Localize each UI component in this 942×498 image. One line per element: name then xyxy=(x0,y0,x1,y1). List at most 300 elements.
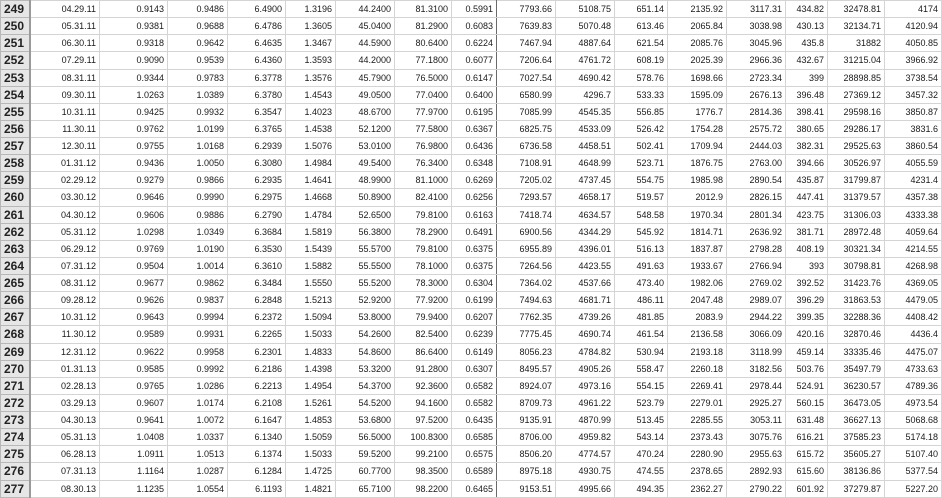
cell[interactable]: 4545.35 xyxy=(556,103,615,120)
cell[interactable]: 1.3196 xyxy=(286,1,336,18)
cell[interactable]: 6.2935 xyxy=(228,172,286,189)
cell[interactable]: 2801.34 xyxy=(727,206,786,223)
cell[interactable]: 0.9090 xyxy=(100,52,168,69)
cell[interactable]: 6.4900 xyxy=(228,1,286,18)
cell[interactable]: 4739.26 xyxy=(556,309,615,326)
cell[interactable]: 1.0014 xyxy=(168,257,228,274)
cell[interactable]: 1982.06 xyxy=(668,275,727,292)
cell[interactable]: 4789.36 xyxy=(885,377,942,394)
cell[interactable]: 3860.54 xyxy=(885,138,942,155)
cell[interactable]: 6.1340 xyxy=(228,429,286,446)
cell[interactable]: 4930.75 xyxy=(556,463,615,480)
cell[interactable]: 382.31 xyxy=(786,138,828,155)
cell[interactable]: 78.2900 xyxy=(395,223,452,240)
cell[interactable]: 1.5033 xyxy=(286,326,336,343)
cell[interactable]: 1.4725 xyxy=(286,463,336,480)
cell[interactable]: 1.5094 xyxy=(286,309,336,326)
cell[interactable]: 1698.66 xyxy=(668,69,727,86)
cell[interactable]: 48.6700 xyxy=(336,103,395,120)
cell[interactable]: 0.9279 xyxy=(100,172,168,189)
cell[interactable]: 2892.93 xyxy=(727,463,786,480)
cell[interactable]: 36473.05 xyxy=(828,394,885,411)
cell[interactable]: 2944.22 xyxy=(727,309,786,326)
cell[interactable]: 4995.66 xyxy=(556,480,615,497)
cell[interactable]: 533.33 xyxy=(615,86,668,103)
cell[interactable]: 615.72 xyxy=(786,446,828,463)
cell[interactable]: 04.30.12 xyxy=(30,206,100,223)
cell[interactable]: 79.9400 xyxy=(395,309,452,326)
cell[interactable]: 6736.58 xyxy=(497,138,556,155)
cell[interactable]: 1.5550 xyxy=(286,275,336,292)
cell[interactable]: 31423.76 xyxy=(828,275,885,292)
cell[interactable]: 0.6375 xyxy=(452,257,497,274)
cell[interactable]: 6.1647 xyxy=(228,412,286,429)
cell[interactable]: 8975.18 xyxy=(497,463,556,480)
cell[interactable]: 09.28.12 xyxy=(30,292,100,309)
cell[interactable]: 1.5033 xyxy=(286,446,336,463)
cell[interactable]: 608.19 xyxy=(615,52,668,69)
cell[interactable]: 55.5700 xyxy=(336,240,395,257)
cell[interactable]: 6.1374 xyxy=(228,446,286,463)
cell[interactable]: 4059.64 xyxy=(885,223,942,240)
cell[interactable]: 05.31.11 xyxy=(30,18,100,35)
cell[interactable]: 1.3593 xyxy=(286,52,336,69)
cell[interactable]: 0.6348 xyxy=(452,155,497,172)
cell[interactable]: 1.4023 xyxy=(286,103,336,120)
cell[interactable]: 0.6307 xyxy=(452,360,497,377)
cell[interactable]: 5107.40 xyxy=(885,446,942,463)
cell[interactable]: 502.41 xyxy=(615,138,668,155)
cell[interactable]: 0.9762 xyxy=(100,120,168,137)
cell[interactable]: 0.9783 xyxy=(168,69,228,86)
cell[interactable]: 0.5991 xyxy=(452,1,497,18)
cell[interactable]: 29598.16 xyxy=(828,103,885,120)
cell[interactable]: 420.16 xyxy=(786,326,828,343)
cell[interactable]: 6825.75 xyxy=(497,120,556,137)
cell[interactable]: 0.9589 xyxy=(100,326,168,343)
cell[interactable]: 2136.58 xyxy=(668,326,727,343)
cell[interactable]: 513.45 xyxy=(615,412,668,429)
cell[interactable]: 613.46 xyxy=(615,18,668,35)
cell[interactable]: 2280.90 xyxy=(668,446,727,463)
cell[interactable]: 30526.97 xyxy=(828,155,885,172)
cell[interactable]: 481.85 xyxy=(615,309,668,326)
cell[interactable]: 6.2975 xyxy=(228,189,286,206)
cell[interactable]: 2826.15 xyxy=(727,189,786,206)
cell[interactable]: 37585.23 xyxy=(828,429,885,446)
cell[interactable]: 54.5200 xyxy=(336,394,395,411)
cell[interactable]: 0.6149 xyxy=(452,343,497,360)
cell[interactable]: 8495.57 xyxy=(497,360,556,377)
cell[interactable]: 2636.92 xyxy=(727,223,786,240)
cell[interactable]: 543.14 xyxy=(615,429,668,446)
cell[interactable]: 1814.71 xyxy=(668,223,727,240)
cell[interactable]: 5174.18 xyxy=(885,429,942,446)
cell[interactable]: 5108.75 xyxy=(556,1,615,18)
cell[interactable]: 0.9765 xyxy=(100,377,168,394)
row-header[interactable]: 277 xyxy=(1,480,30,497)
cell[interactable]: 0.6436 xyxy=(452,138,497,155)
cell[interactable]: 49.5400 xyxy=(336,155,395,172)
cell[interactable]: 381.71 xyxy=(786,223,828,240)
cell[interactable]: 6.4635 xyxy=(228,35,286,52)
row-header[interactable]: 253 xyxy=(1,69,30,86)
row-header[interactable]: 273 xyxy=(1,412,30,429)
cell[interactable]: 1.5261 xyxy=(286,394,336,411)
cell[interactable]: 9135.91 xyxy=(497,412,556,429)
cell[interactable]: 81.2900 xyxy=(395,18,452,35)
cell[interactable]: 4634.57 xyxy=(556,206,615,223)
cell[interactable]: 50.8900 xyxy=(336,189,395,206)
cell[interactable]: 393 xyxy=(786,257,828,274)
cell[interactable]: 8924.07 xyxy=(497,377,556,394)
cell[interactable]: 1.0168 xyxy=(168,138,228,155)
cell[interactable]: 3066.09 xyxy=(727,326,786,343)
cell[interactable]: 55.5200 xyxy=(336,275,395,292)
cell[interactable]: 2676.13 xyxy=(727,86,786,103)
cell[interactable]: 1776.7 xyxy=(668,103,727,120)
cell[interactable]: 1.0072 xyxy=(168,412,228,429)
cell[interactable]: 0.9642 xyxy=(168,35,228,52)
cell[interactable]: 0.9958 xyxy=(168,343,228,360)
cell[interactable]: 45.7900 xyxy=(336,69,395,86)
cell[interactable]: 398.41 xyxy=(786,103,828,120)
cell[interactable]: 91.2800 xyxy=(395,360,452,377)
cell[interactable]: 01.31.13 xyxy=(30,360,100,377)
cell[interactable]: 1.4954 xyxy=(286,377,336,394)
cell[interactable]: 6.2301 xyxy=(228,343,286,360)
cell[interactable]: 1.0554 xyxy=(168,480,228,497)
row-header[interactable]: 268 xyxy=(1,326,30,343)
cell[interactable]: 0.9688 xyxy=(168,18,228,35)
cell[interactable]: 1933.67 xyxy=(668,257,727,274)
cell[interactable]: 0.6199 xyxy=(452,292,497,309)
cell[interactable]: 7108.91 xyxy=(497,155,556,172)
cell[interactable]: 7467.94 xyxy=(497,35,556,52)
cell[interactable]: 1.5819 xyxy=(286,223,336,240)
cell[interactable]: 0.6585 xyxy=(452,429,497,446)
cell[interactable]: 05.31.13 xyxy=(30,429,100,446)
cell[interactable]: 1.4668 xyxy=(286,189,336,206)
cell[interactable]: 1.0199 xyxy=(168,120,228,137)
cell[interactable]: 0.6435 xyxy=(452,412,497,429)
cell[interactable]: 4369.05 xyxy=(885,275,942,292)
row-header[interactable]: 250 xyxy=(1,18,30,35)
cell[interactable]: 6.3780 xyxy=(228,86,286,103)
cell[interactable]: 11.30.12 xyxy=(30,326,100,343)
cell[interactable]: 06.29.12 xyxy=(30,240,100,257)
cell[interactable]: 408.19 xyxy=(786,240,828,257)
cell[interactable]: 0.9486 xyxy=(168,1,228,18)
cell[interactable]: 7793.66 xyxy=(497,1,556,18)
cell[interactable]: 32134.71 xyxy=(828,18,885,35)
cell[interactable]: 1.0286 xyxy=(168,377,228,394)
cell[interactable]: 1.4538 xyxy=(286,120,336,137)
cell[interactable]: 0.9622 xyxy=(100,343,168,360)
row-header[interactable]: 259 xyxy=(1,172,30,189)
cell[interactable]: 77.9700 xyxy=(395,103,452,120)
cell[interactable]: 516.13 xyxy=(615,240,668,257)
cell[interactable]: 1.3467 xyxy=(286,35,336,52)
cell[interactable]: 503.76 xyxy=(786,360,828,377)
cell[interactable]: 1.5059 xyxy=(286,429,336,446)
cell[interactable]: 1.1235 xyxy=(100,480,168,497)
cell[interactable]: 0.9862 xyxy=(168,275,228,292)
cell[interactable]: 2285.55 xyxy=(668,412,727,429)
cell[interactable]: 2444.03 xyxy=(727,138,786,155)
cell[interactable]: 560.15 xyxy=(786,394,828,411)
cell[interactable]: 0.6077 xyxy=(452,52,497,69)
cell[interactable]: 100.8300 xyxy=(395,429,452,446)
cell[interactable]: 4648.99 xyxy=(556,155,615,172)
cell[interactable]: 4333.38 xyxy=(885,206,942,223)
cell[interactable]: 99.2100 xyxy=(395,446,452,463)
cell[interactable]: 554.15 xyxy=(615,377,668,394)
cell[interactable]: 524.91 xyxy=(786,377,828,394)
cell[interactable]: 52.9200 xyxy=(336,292,395,309)
cell[interactable]: 11.30.11 xyxy=(30,120,100,137)
cell[interactable]: 1.0513 xyxy=(168,446,228,463)
row-header[interactable]: 265 xyxy=(1,275,30,292)
cell[interactable]: 548.58 xyxy=(615,206,668,223)
cell[interactable]: 7206.64 xyxy=(497,52,556,69)
cell[interactable]: 56.5000 xyxy=(336,429,395,446)
cell[interactable]: 33335.46 xyxy=(828,343,885,360)
cell[interactable]: 49.0500 xyxy=(336,86,395,103)
cell[interactable]: 1.5076 xyxy=(286,138,336,155)
cell[interactable]: 7494.63 xyxy=(497,292,556,309)
cell[interactable]: 0.9585 xyxy=(100,360,168,377)
row-header[interactable]: 271 xyxy=(1,377,30,394)
cell[interactable]: 4961.22 xyxy=(556,394,615,411)
cell[interactable]: 0.6163 xyxy=(452,206,497,223)
cell[interactable]: 1837.87 xyxy=(668,240,727,257)
cell[interactable]: 4344.29 xyxy=(556,223,615,240)
cell[interactable]: 4231.4 xyxy=(885,172,942,189)
cell[interactable]: 3117.31 xyxy=(727,1,786,18)
cell[interactable]: 0.6304 xyxy=(452,275,497,292)
cell[interactable]: 651.14 xyxy=(615,1,668,18)
cell[interactable]: 6.2939 xyxy=(228,138,286,155)
cell[interactable]: 2955.63 xyxy=(727,446,786,463)
cell[interactable]: 0.6375 xyxy=(452,240,497,257)
cell[interactable]: 04.30.13 xyxy=(30,412,100,429)
cell[interactable]: 380.65 xyxy=(786,120,828,137)
cell[interactable]: 0.6256 xyxy=(452,189,497,206)
cell[interactable]: 1754.28 xyxy=(668,120,727,137)
cell[interactable]: 77.5800 xyxy=(395,120,452,137)
cell[interactable]: 2978.44 xyxy=(727,377,786,394)
cell[interactable]: 29525.63 xyxy=(828,138,885,155)
cell[interactable]: 32478.81 xyxy=(828,1,885,18)
cell[interactable]: 392.52 xyxy=(786,275,828,292)
cell[interactable]: 12.30.11 xyxy=(30,138,100,155)
cell[interactable]: 1.0190 xyxy=(168,240,228,257)
cell[interactable]: 523.71 xyxy=(615,155,668,172)
cell[interactable]: 2279.01 xyxy=(668,394,727,411)
cell[interactable]: 12.31.12 xyxy=(30,343,100,360)
cell[interactable]: 06.28.13 xyxy=(30,446,100,463)
cell[interactable]: 1.1164 xyxy=(100,463,168,480)
cell[interactable]: 02.29.12 xyxy=(30,172,100,189)
row-header[interactable]: 249 xyxy=(1,1,30,18)
cell[interactable]: 77.9200 xyxy=(395,292,452,309)
cell[interactable]: 1595.09 xyxy=(668,86,727,103)
cell[interactable]: 1985.98 xyxy=(668,172,727,189)
cell[interactable]: 0.6239 xyxy=(452,326,497,343)
cell[interactable]: 6.4786 xyxy=(228,18,286,35)
cell[interactable]: 53.0100 xyxy=(336,138,395,155)
cell[interactable]: 545.92 xyxy=(615,223,668,240)
cell[interactable]: 0.9626 xyxy=(100,292,168,309)
cell[interactable]: 530.94 xyxy=(615,343,668,360)
cell[interactable]: 6.3080 xyxy=(228,155,286,172)
cell[interactable]: 5377.54 xyxy=(885,463,942,480)
cell[interactable]: 0.6465 xyxy=(452,480,497,497)
cell[interactable]: 4690.74 xyxy=(556,326,615,343)
cell[interactable]: 55.5500 xyxy=(336,257,395,274)
cell[interactable]: 4959.82 xyxy=(556,429,615,446)
cell[interactable]: 4905.26 xyxy=(556,360,615,377)
cell[interactable]: 3075.76 xyxy=(727,429,786,446)
cell[interactable]: 0.9990 xyxy=(168,189,228,206)
cell[interactable]: 0.9606 xyxy=(100,206,168,223)
cell[interactable]: 1.4821 xyxy=(286,480,336,497)
cell[interactable]: 31863.53 xyxy=(828,292,885,309)
cell[interactable]: 396.48 xyxy=(786,86,828,103)
cell[interactable]: 0.9646 xyxy=(100,189,168,206)
cell[interactable]: 0.6083 xyxy=(452,18,497,35)
cell[interactable]: 02.28.13 xyxy=(30,377,100,394)
row-header[interactable]: 252 xyxy=(1,52,30,69)
cell[interactable]: 9153.51 xyxy=(497,480,556,497)
row-header[interactable]: 269 xyxy=(1,343,30,360)
cell[interactable]: 1.3605 xyxy=(286,18,336,35)
cell[interactable]: 97.5200 xyxy=(395,412,452,429)
cell[interactable]: 4475.07 xyxy=(885,343,942,360)
cell[interactable]: 1.0337 xyxy=(168,429,228,446)
cell[interactable]: 8506.20 xyxy=(497,446,556,463)
cell[interactable]: 6.1193 xyxy=(228,480,286,497)
cell[interactable]: 0.6582 xyxy=(452,394,497,411)
cell[interactable]: 36230.57 xyxy=(828,377,885,394)
cell[interactable]: 54.2600 xyxy=(336,326,395,343)
cell[interactable]: 04.29.11 xyxy=(30,1,100,18)
cell[interactable]: 615.60 xyxy=(786,463,828,480)
row-header[interactable]: 270 xyxy=(1,360,30,377)
cell[interactable]: 10.31.11 xyxy=(30,103,100,120)
cell[interactable]: 0.6589 xyxy=(452,463,497,480)
cell[interactable]: 0.9143 xyxy=(100,1,168,18)
cell[interactable]: 2025.39 xyxy=(668,52,727,69)
cell[interactable]: 0.6147 xyxy=(452,69,497,86)
cell[interactable]: 3118.99 xyxy=(727,343,786,360)
cell[interactable]: 1.0298 xyxy=(100,223,168,240)
row-header[interactable]: 260 xyxy=(1,189,30,206)
row-header[interactable]: 262 xyxy=(1,223,30,240)
cell[interactable]: 28898.85 xyxy=(828,69,885,86)
cell[interactable]: 6.2213 xyxy=(228,377,286,394)
cell[interactable]: 396.29 xyxy=(786,292,828,309)
cell[interactable]: 4761.72 xyxy=(556,52,615,69)
cell[interactable]: 4408.42 xyxy=(885,309,942,326)
row-header[interactable]: 258 xyxy=(1,155,30,172)
cell[interactable]: 03.29.13 xyxy=(30,394,100,411)
cell[interactable]: 07.31.13 xyxy=(30,463,100,480)
cell[interactable]: 77.0400 xyxy=(395,86,452,103)
cell[interactable]: 6.2372 xyxy=(228,309,286,326)
cell[interactable]: 0.9994 xyxy=(168,309,228,326)
cell[interactable]: 1.0263 xyxy=(100,86,168,103)
cell[interactable]: 8706.00 xyxy=(497,429,556,446)
cell[interactable]: 78.3000 xyxy=(395,275,452,292)
cell[interactable]: 36627.13 xyxy=(828,412,885,429)
cell[interactable]: 79.8100 xyxy=(395,206,452,223)
cell[interactable]: 7639.83 xyxy=(497,18,556,35)
row-header[interactable]: 257 xyxy=(1,138,30,155)
cell[interactable]: 4050.85 xyxy=(885,35,942,52)
cell[interactable]: 4973.16 xyxy=(556,377,615,394)
cell[interactable]: 07.29.11 xyxy=(30,52,100,69)
cell[interactable]: 01.31.12 xyxy=(30,155,100,172)
cell[interactable]: 98.3500 xyxy=(395,463,452,480)
cell[interactable]: 82.4100 xyxy=(395,189,452,206)
cell[interactable]: 7264.56 xyxy=(497,257,556,274)
cell[interactable]: 09.30.11 xyxy=(30,86,100,103)
cell[interactable]: 423.75 xyxy=(786,206,828,223)
row-header[interactable]: 254 xyxy=(1,86,30,103)
cell[interactable]: 35497.79 xyxy=(828,360,885,377)
cell[interactable]: 399 xyxy=(786,69,828,86)
cell[interactable]: 76.3400 xyxy=(395,155,452,172)
cell[interactable]: 6.3547 xyxy=(228,103,286,120)
cell[interactable]: 6.3530 xyxy=(228,240,286,257)
cell[interactable]: 2790.22 xyxy=(727,480,786,497)
cell[interactable]: 6.3684 xyxy=(228,223,286,240)
cell[interactable]: 3182.56 xyxy=(727,360,786,377)
cell[interactable]: 578.76 xyxy=(615,69,668,86)
cell[interactable]: 6.2265 xyxy=(228,326,286,343)
cell[interactable]: 6.3610 xyxy=(228,257,286,274)
cell[interactable]: 27369.12 xyxy=(828,86,885,103)
cell[interactable]: 631.48 xyxy=(786,412,828,429)
cell[interactable]: 52.6500 xyxy=(336,206,395,223)
cell[interactable]: 459.14 xyxy=(786,343,828,360)
cell[interactable]: 1.4641 xyxy=(286,172,336,189)
cell[interactable]: 1.0287 xyxy=(168,463,228,480)
cell[interactable]: 0.6207 xyxy=(452,309,497,326)
cell[interactable]: 6.2186 xyxy=(228,360,286,377)
cell[interactable]: 461.54 xyxy=(615,326,668,343)
cell[interactable]: 3966.92 xyxy=(885,52,942,69)
cell[interactable]: 1709.94 xyxy=(668,138,727,155)
cell[interactable]: 6.3484 xyxy=(228,275,286,292)
cell[interactable]: 08.31.11 xyxy=(30,69,100,86)
cell[interactable]: 53.3200 xyxy=(336,360,395,377)
cell[interactable]: 38136.86 xyxy=(828,463,885,480)
cell[interactable]: 0.9344 xyxy=(100,69,168,86)
cell[interactable]: 03.30.12 xyxy=(30,189,100,206)
cell[interactable]: 4887.64 xyxy=(556,35,615,52)
cell[interactable]: 4458.51 xyxy=(556,138,615,155)
cell[interactable]: 1.4784 xyxy=(286,206,336,223)
cell[interactable]: 1.5882 xyxy=(286,257,336,274)
cell[interactable]: 08.31.12 xyxy=(30,275,100,292)
cell[interactable]: 1.4398 xyxy=(286,360,336,377)
cell[interactable]: 435.87 xyxy=(786,172,828,189)
cell[interactable]: 65.7100 xyxy=(336,480,395,497)
cell[interactable]: 4479.05 xyxy=(885,292,942,309)
